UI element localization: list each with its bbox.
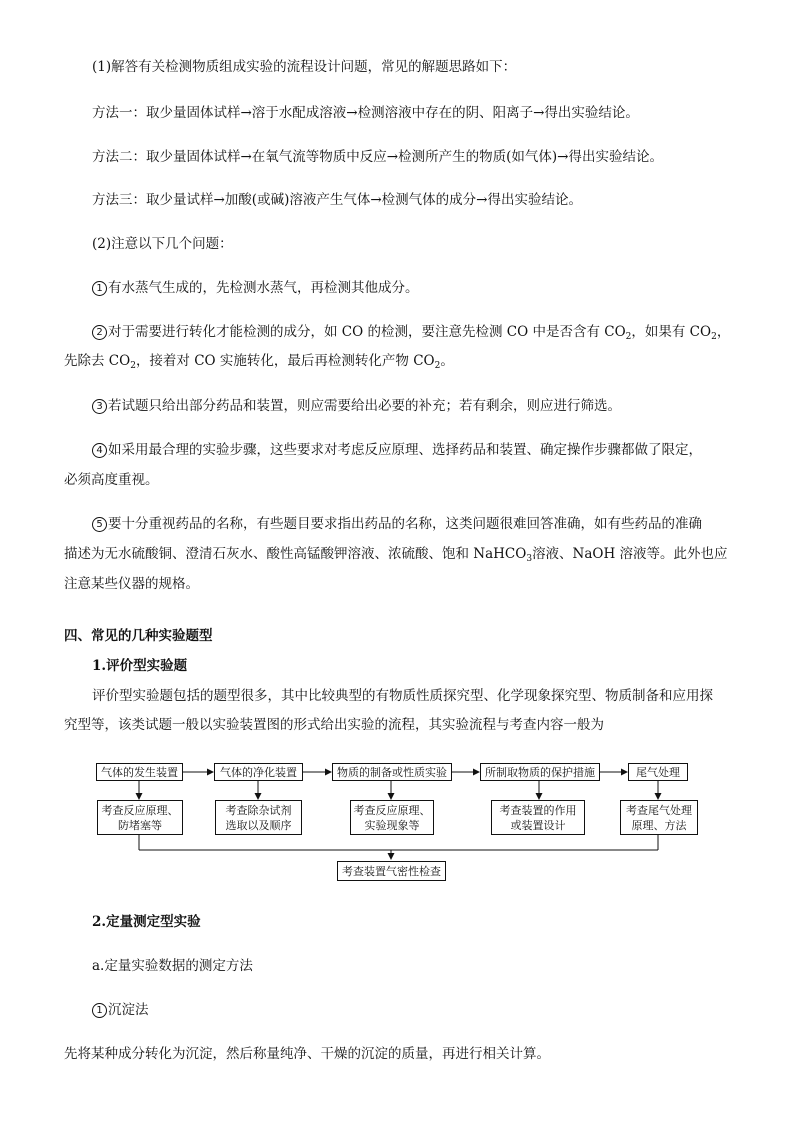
precipitation-method bbox=[92, 1001, 149, 1019]
note-4-line-2: 必须高度重视。 bbox=[64, 472, 159, 488]
note-5-text-l2b: 溶液、NaOH 溶液等。此外也应 bbox=[532, 546, 728, 562]
flow-check-3: 考查反应原理、 实验现象等 bbox=[350, 800, 434, 835]
section-heading: 四、常见的几种实验题型 bbox=[64, 628, 213, 644]
note-2-text-l2a: 先除去 CO bbox=[64, 353, 131, 369]
note-2-text-l2b: ，接着对 CO 实施转化，最后再检测转化产物 CO bbox=[135, 353, 435, 369]
subscript: 2 bbox=[130, 361, 136, 371]
subscript: 2 bbox=[434, 361, 441, 371]
note-5-line-3: 注意某些仪器的规格。 bbox=[64, 576, 199, 592]
method-1: 方法一：取少量固体试样→溶于水配成溶液→检测溶液中存在的阴、阳离子→得出实验结论。 bbox=[92, 105, 639, 121]
note-5-text-l2a: 描述为无水硫酸铜、澄清石灰水、酸性高锰酸钾溶液、浓硫酸、饱和 NaHCO bbox=[64, 546, 527, 562]
note-2-text-a: 对于需要进行转化才能检测的成分，如 CO 的检测，要注意先检测 CO 中是否含有 CO bbox=[108, 324, 626, 340]
flow-check-4: 考查装置的作用 或装置设计 bbox=[491, 800, 585, 835]
circled-number-1: 1 bbox=[92, 1003, 107, 1018]
flow-step-preparation: 物质的制备或性质实验 bbox=[332, 763, 452, 781]
method-2: 方法二：取少量固体试样→在氧气流等物质中反应→检测所产生的物质(如气体)→得出实验结论。 bbox=[92, 149, 663, 165]
subheading-evaluation: 1.评价型实验题 bbox=[92, 658, 188, 674]
method-3: 方法三：取少量试样→加酸(或碱)溶液产生气体→检测气体的成分→得出实验结论。 bbox=[92, 192, 582, 208]
circled-number-4: 4 bbox=[92, 443, 107, 458]
flow-check-2: 考查除杂试剂 选取以及顺序 bbox=[215, 800, 302, 835]
precipitation-label: 沉淀法 bbox=[108, 1002, 149, 1018]
quantitative-method-title: a.定量实验数据的测定方法 bbox=[92, 958, 253, 974]
flow-check-5: 考查尾气处理 原理、方法 bbox=[620, 800, 698, 835]
evaluation-para-line-1: 评价型实验题包括的题型很多，其中比较典型的有物质性质探究型、化学现象探究型、物质制备和应用探 bbox=[92, 688, 713, 704]
intro-paragraph-2: (2)注意以下几个问题： bbox=[92, 236, 233, 252]
note-2-text-b: ，如果有 CO bbox=[631, 324, 712, 340]
note-2-text-l2c: 。 bbox=[440, 353, 454, 369]
note-2-text-c: ， bbox=[716, 324, 731, 340]
note-5-text: 要十分重视药品的名称，有些题目要求指出药品的名称，这类问题很难回答准确，如有些药品的准确 bbox=[108, 516, 702, 532]
precipitation-description: 先将某种成分转化为沉淀，然后称量纯净、干燥的沉淀的质量，再进行相关计算。 bbox=[64, 1046, 550, 1062]
circled-number-3: 3 bbox=[92, 399, 107, 414]
evaluation-para-line-2: 究型等，该类试题一般以实验装置图的形式给出实验的流程，其实验流程与考查内容一般为 bbox=[64, 717, 604, 733]
flow-check-1: 考查反应原理、 防堵塞等 bbox=[97, 800, 183, 835]
note-3-text: 若试题只给出部分药品和装置，则应需要给出必要的补充；若有剩余，则应进行筛选。 bbox=[108, 398, 621, 414]
subscript: 2 bbox=[625, 332, 632, 342]
flow-step-tail-gas: 尾气处理 bbox=[628, 763, 688, 781]
flow-step-protection: 所制取物质的保护措施 bbox=[480, 763, 600, 781]
flow-step-gas-generation: 气体的发生装置 bbox=[96, 763, 183, 781]
subscript: 3 bbox=[526, 554, 533, 564]
note-4-text: 如采用最合理的实验步骤，这些要求对考虑反应原理、选择药品和装置、确定操作步骤都做了限定， bbox=[108, 442, 702, 458]
circled-number-2: 2 bbox=[92, 325, 107, 340]
intro-paragraph-1: (1)解答有关检测物质组成实验的流程设计问题，常见的解题思路如下： bbox=[92, 59, 517, 75]
circled-number-1: 1 bbox=[92, 281, 107, 296]
flow-step-gas-purification: 气体的净化装置 bbox=[214, 763, 303, 781]
circled-number-5: 5 bbox=[92, 517, 107, 532]
subscript: 2 bbox=[711, 332, 717, 342]
flow-final-airtightness: 考查装置气密性检查 bbox=[337, 861, 446, 881]
subheading-quantitative: 2.定量测定型实验 bbox=[92, 914, 201, 930]
note-1-text: 有水蒸气生成的，先检测水蒸气，再检测其他成分。 bbox=[108, 280, 419, 296]
